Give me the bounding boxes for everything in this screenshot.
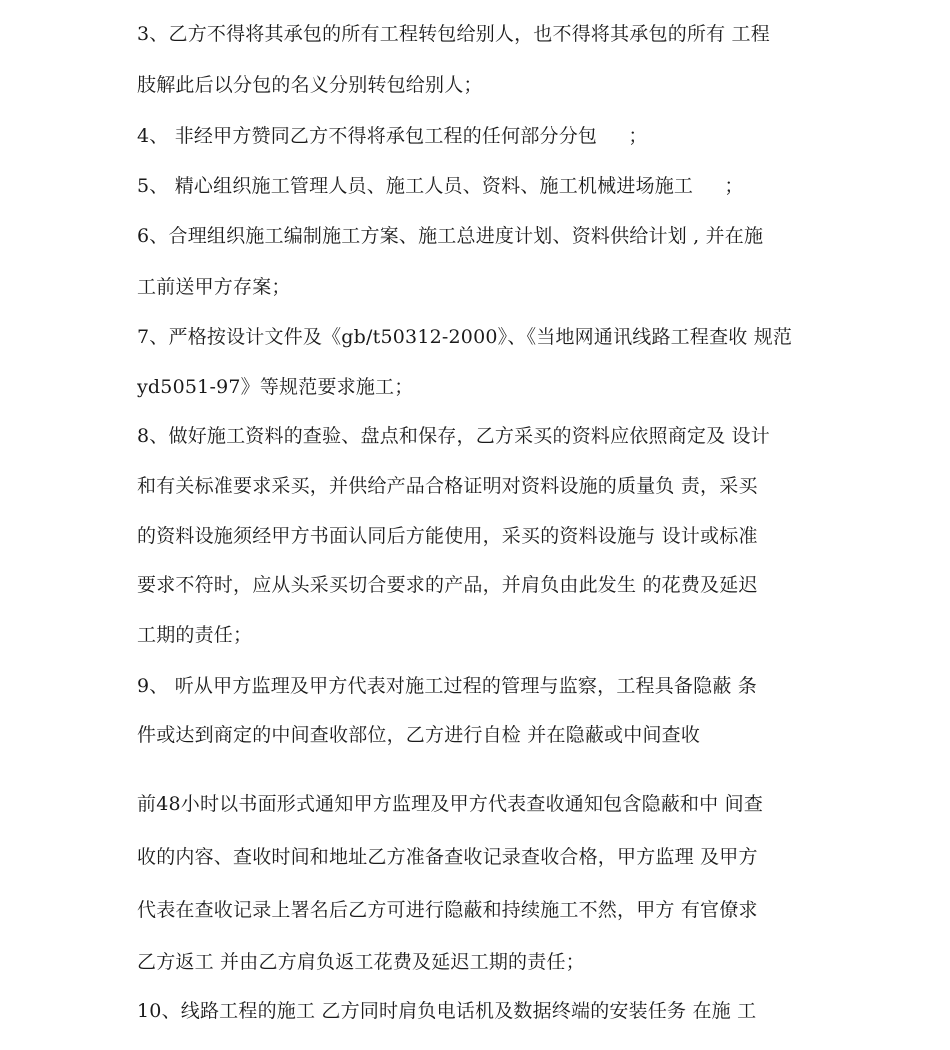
text-line-18: 代表在查收记录上署名后乙方可进行隐蔽和持续施工不然，甲方 有官僚求 bbox=[137, 899, 758, 921]
text-line-1: 3、乙方不得将其承包的所有工程转包给别人，也不得将其承包的所有 工程 bbox=[137, 23, 770, 45]
text-line-19: 乙方返工 并由乙方肩负返工花费及延迟工期的责任； bbox=[137, 951, 585, 973]
text-line-5: 6、合理组织施工编制施工方案、施工总进度计划、资料供给计划 , 并在施 bbox=[137, 225, 764, 247]
text-line-20: 10、线路工程的施工 乙方同时肩负电话机及数据终端的安装任务 在施 工 bbox=[137, 1000, 757, 1022]
text-line-11: 的资料设施须经甲方书面认同后方能使用，采买的资料设施与 设计或标准 bbox=[137, 525, 758, 547]
text-line-4: 5、 精心组织施工管理人员、施工人员、资料、施工机械进场施工 ； bbox=[137, 175, 744, 197]
text-line-17: 收的内容、查收时间和地址乙方准备查收记录查收合格，甲方监理 及甲方 bbox=[137, 846, 758, 868]
text-line-9: 8、做好施工资料的查验、盘点和保存，乙方采买的资料应依照商定及 设计 bbox=[137, 425, 770, 447]
text-line-10: 和有关标准要求采买，并供给产品合格证明对资料设施的质量负 责，采买 bbox=[137, 475, 758, 497]
text-line-7: 7、严格按设计文件及《gb/t50312-2000》、《当地网通讯线路工程查收 规范 bbox=[137, 326, 793, 348]
text-line-12: 要求不符时，应从头采买切合要求的产品，并肩负由此发生 的花费及延迟 bbox=[137, 574, 758, 596]
text-line-13: 工期的责任； bbox=[137, 624, 253, 646]
text-line-2: 肢解此后以分包的名义分别转包给别人； bbox=[137, 74, 483, 96]
text-line-14: 9、 听从甲方监理及甲方代表对施工过程的管理与监察，工程具备隐蔽 条 bbox=[137, 675, 757, 697]
text-line-15: 件或达到商定的中间查收部位，乙方进行自检 并在隐蔽或中间查收 bbox=[137, 724, 701, 746]
text-line-16: 前48小时以书面形式通知甲方监理及甲方代表查收通知包含隐蔽和中 间查 bbox=[137, 793, 764, 815]
text-line-6: 工前送甲方存案； bbox=[137, 276, 291, 298]
text-line-3: 4、 非经甲方赞同乙方不得将承包工程的任何部分分包 ； bbox=[137, 125, 648, 147]
text-line-8: yd5051-97》等规范要求施工； bbox=[137, 376, 414, 398]
